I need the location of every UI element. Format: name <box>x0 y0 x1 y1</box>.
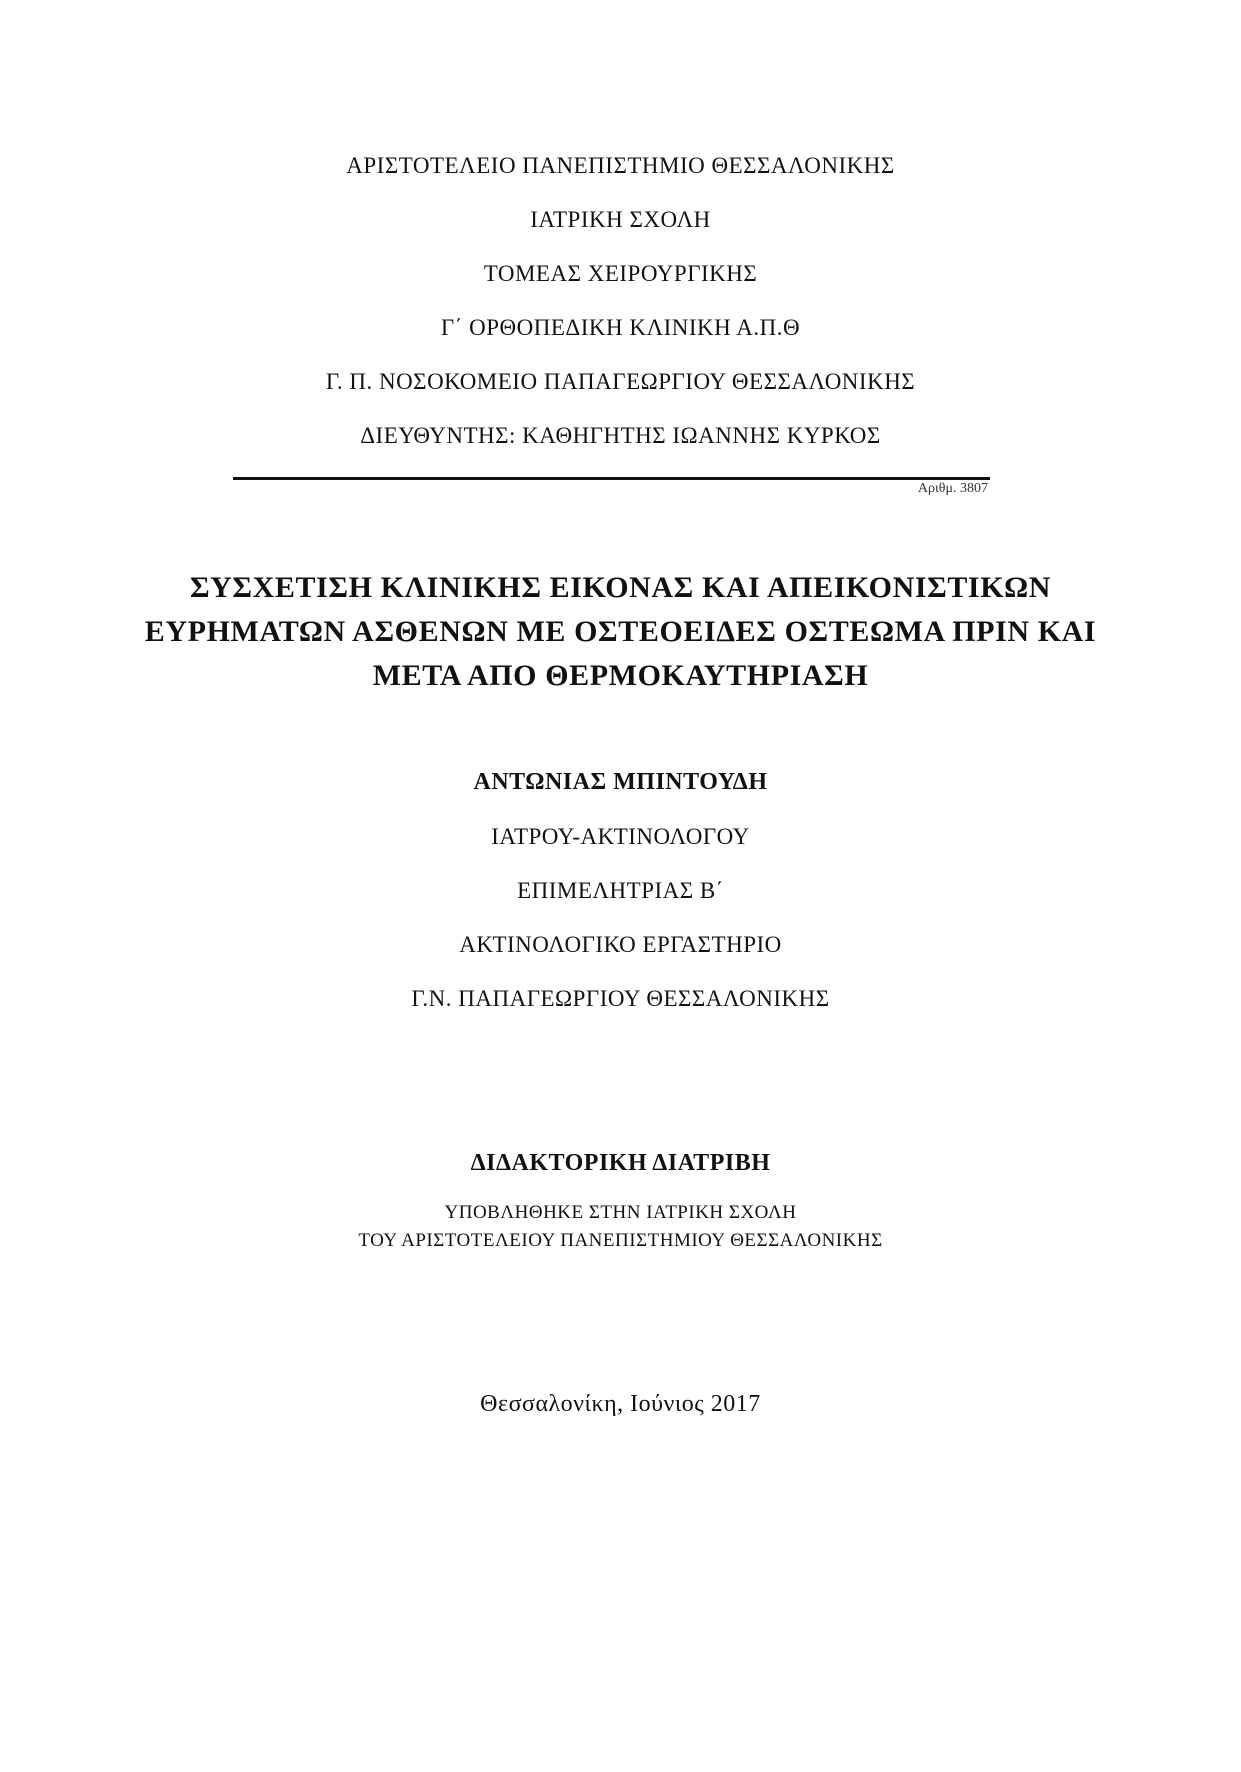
director-line: ΔΙΕΥΘΥΝΤΗΣ: ΚΑΘΗΓΗΤΗΣ ΙΩΑΝΝΗΣ ΚΥΡΚΟΣ <box>360 423 881 448</box>
author-name: ΑΝΤΩΝΙΑΣ ΜΠΙΝΤΟΥΔΗ <box>473 769 768 795</box>
thesis-title-line-3: ΜΕΤΑ ΑΠΟ ΘΕΡΜΟΚΑΥΤΗΡΙΑΣΗ <box>372 659 869 692</box>
thesis-title-line-2: ΕΥΡΗΜΑΤΩΝ ΑΣΘΕΝΩΝ ΜΕ ΟΣΤΕΟΕΙΔΕΣ ΟΣΤΕΩΜΑ ΠΡΙΝ ΚΑΙ <box>144 615 1097 648</box>
author-position: ΕΠΙΜΕΛΗΤΡΙΑΣ Β΄ <box>517 878 724 903</box>
thesis-label: ΔΙΔΑΚΤΟΡΙΚΗ ΔΙΑΤΡΙΒΗ <box>470 1150 771 1176</box>
reference-number: Αριθμ. 3807 <box>917 481 988 496</box>
author-specialty: ΙΑΤΡΟΥ-ΑΚΤΙΝΟΛΟΓΟΥ <box>491 824 750 849</box>
submitted-line-1: ΥΠΟΒΛΗΘΗΚΕ ΣΤΗΝ ΙΑΤΡΙΚΗ ΣΧΟΛΗ <box>444 1202 797 1223</box>
author-department: ΑΚΤΙΝΟΛΟΓΙΚΟ ΕΡΓΑΣΤΗΡΙΟ <box>459 932 782 957</box>
thesis-title-line-1: ΣΥΣΧΕΤΙΣΗ ΚΛΙΝΙΚΗΣ ΕΙΚΟΝΑΣ ΚΑΙ ΑΠΕΙΚΟΝΙΣΤΙΚΩΝ <box>189 571 1052 604</box>
sector-name: ΤΟΜΕΑΣ ΧΕΙΡΟΥΡΓΙΚΗΣ <box>483 261 758 286</box>
header-divider <box>233 477 990 480</box>
school-name: ΙΑΤΡΙΚΗ ΣΧΟΛΗ <box>530 207 711 232</box>
submitted-line-2: ΤΟΥ ΑΡΙΣΤΟΤΕΛΕΙΟΥ ΠΑΝΕΠΙΣΤΗΜΙΟΥ ΘΕΣΣΑΛΟΝΙΚΗΣ <box>358 1230 883 1251</box>
clinic-name: Γ΄ ΟΡΘΟΠΕΔΙΚΗ ΚΛΙΝΙΚΗ Α.Π.Θ <box>440 315 801 340</box>
place-date: Θεσσαλονίκη, Ιούνιος 2017 <box>480 1391 761 1417</box>
author-hospital: Γ.Ν. ΠΑΠΑΓΕΩΡΓΙΟΥ ΘΕΣΣΑΛΟΝΙΚΗΣ <box>411 986 830 1011</box>
university-name: ΑΡΙΣΤΟΤΕΛΕΙΟ ΠΑΝΕΠΙΣΤΗΜΙΟ ΘΕΣΣΑΛΟΝΙΚΗΣ <box>346 153 895 178</box>
hospital-name: Γ. Π. ΝΟΣΟΚΟΜΕΙΟ ΠΑΠΑΓΕΩΡΓΙΟΥ ΘΕΣΣΑΛΟΝΙΚΗΣ <box>325 369 916 394</box>
